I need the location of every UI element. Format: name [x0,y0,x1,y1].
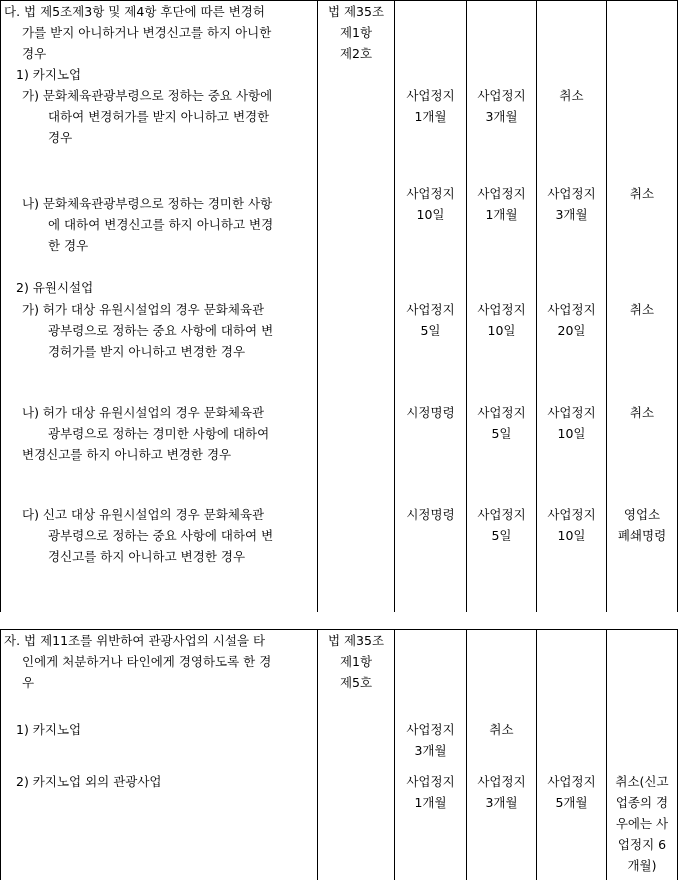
basis-line: 법 제35조 [327,633,385,648]
penalty-line: 사업정지 [477,88,526,103]
penalty-1st [395,402,466,423]
penalty-1st [395,504,466,525]
item-description [22,402,269,465]
desc-line: 변경신고를 하지 아니하고 변경한 경우 [22,447,232,462]
penalty-line: 사업정지 [406,186,455,201]
penalty-line: 사업정지 [547,774,596,789]
desc-line: 가) 문화체육관광부령으로 정하는 중요 사항에 [22,88,273,103]
desc-line: 광부령으로 정하는 중요 사항에 대하여 변 [48,323,274,338]
desc-line: 가) 허가 대상 유원시설업의 경우 문화체육관 [22,302,265,317]
penalty-line: 시정명령 [406,405,455,420]
title-line: 우 [22,675,35,690]
desc-line: 나) 문화체육관광부령으로 정하는 경미한 사항 [22,196,273,211]
penalty-line: 사업정지 [547,186,596,201]
desc-line: 다) 신고 대상 유원시설업의 경우 문화체육관 [22,507,265,522]
penalty-line: 5일 [491,426,512,441]
penalty-2nd [467,85,536,127]
penalty-line: 사업정지 [477,774,526,789]
title-line: 다. 법 제5조제3항 및 제4항 후단에 따른 변경허 [4,4,265,19]
penalty-line: 사업정지 [477,302,526,317]
penalty-line: 10일 [557,528,586,543]
penalty-3rd [537,771,606,813]
title-line: 인에게 처분하거나 타인에게 경영하도록 한 경 [22,654,272,669]
table-section-ja [0,629,678,880]
basis-line: 제1항 [339,25,373,40]
subcategory-label: 2) 유원시설업 [16,280,94,295]
penalty-line: 영업소 [623,507,661,522]
penalty-line: 5일 [491,528,512,543]
penalty-4th [607,183,677,204]
penalty-line: 사업정지 [477,186,526,201]
violation-title [4,630,271,693]
penalty-line: 3개월 [414,743,447,758]
basis-line: 제2호 [339,46,373,61]
penalty-line: 사업정지 [477,405,526,420]
penalty-line: 사업정지 [547,302,596,317]
title-line: 가를 받지 아니하거나 변경신고를 하지 아니한 [22,25,272,40]
penalty-line: 사업정지 [406,774,455,789]
violation-title [4,1,271,64]
penalty-line: 업정지 6 [617,837,667,852]
penalty-line: 사업정지 [406,722,455,737]
penalty-3rd [537,299,606,341]
desc-line: 한 경우 [48,238,89,253]
penalty-1st [395,183,466,225]
item-description [22,85,272,148]
penalty-line: 5개월 [555,795,588,810]
penalty-line: 취소(신고 [615,774,669,789]
basis-line: 제5호 [339,675,373,690]
penalty-3rd [537,402,606,444]
penalty-1st [395,299,466,341]
item-description [22,299,273,362]
item-description [22,504,273,567]
desc-line: 나) 허가 대상 유원시설업의 경우 문화체육관 [22,405,265,420]
subcategory-label: 2) 카지노업 외의 관광사업 [16,774,162,789]
penalty-line: 10일 [416,207,445,222]
penalty-line: 사업정지 [477,507,526,522]
basis-line: 법 제35조 [327,4,385,19]
penalty-line: 사업정지 [406,302,455,317]
penalty-line: 3개월 [485,795,518,810]
legal-basis [318,1,394,64]
penalty-line: 5일 [420,323,441,338]
desc-line: 광부령으로 정하는 중요 사항에 대하여 변 [48,528,274,543]
table-border-left [0,630,1,880]
desc-line: 에 대하여 변경신고를 하지 아니하고 변경 [48,217,274,232]
penalty-line: 사업정지 [547,405,596,420]
penalty-line: 1개월 [485,207,518,222]
penalty-line: 개월) [627,858,657,873]
penalty-line: 취소 [629,405,655,420]
penalty-line: 사업정지 [406,88,455,103]
penalty-1st [395,771,466,813]
penalty-line: 1개월 [414,109,447,124]
penalty-line: 시정명령 [406,507,455,522]
penalty-line: 취소 [559,88,584,103]
legal-basis [318,630,394,693]
penalty-4th [607,771,677,876]
title-line: 자. 법 제11조를 위반하여 관광사업의 시설을 타 [4,633,266,648]
title-line: 경우 [22,46,47,61]
penalty-1st [395,85,466,127]
penalty-line: 취소 [629,302,655,317]
penalty-line: 우에는 사 [615,816,669,831]
basis-line: 제1항 [339,654,373,669]
penalty-line: 취소 [489,722,514,737]
penalty-line: 10일 [557,426,586,441]
desc-line: 경우 [48,130,73,145]
penalty-2nd [467,183,536,225]
penalty-2nd [467,402,536,444]
column-divider [317,1,318,612]
penalty-line: 3개월 [555,207,588,222]
penalty-line: 10일 [487,323,516,338]
penalty-4th [607,402,677,423]
penalty-line: 3개월 [485,109,518,124]
desc-line: 광부령으로 정하는 경미한 사항에 대하여 [48,426,270,441]
penalty-2nd [467,719,536,740]
item-description [22,193,273,256]
subcategory-label: 1) 카지노업 [16,722,82,737]
penalty-2nd [467,299,536,341]
desc-line: 대하여 변경허가를 받지 아니하고 변경한 [48,109,270,124]
penalty-2nd [467,771,536,813]
penalty-line: 20일 [557,323,586,338]
penalty-4th [607,299,677,320]
penalty-line: 업종의 경 [615,795,669,810]
penalty-1st [395,719,466,761]
penalty-3rd [537,504,606,546]
penalty-3rd [537,85,606,106]
column-divider [466,630,467,880]
penalty-2nd [467,504,536,546]
table-border-left [0,1,1,612]
penalty-line: 1개월 [414,795,447,810]
penalty-line: 폐쇄명령 [617,528,667,543]
subcategory-label: 1) 카지노업 [16,67,82,82]
penalty-line: 취소 [629,186,655,201]
penalty-4th [607,504,677,546]
penalty-line: 사업정지 [547,507,596,522]
desc-line: 경신고를 하지 아니하고 변경한 경우 [48,549,246,564]
desc-line: 경허가를 받지 아니하고 변경한 경우 [48,344,246,359]
penalty-3rd [537,183,606,225]
column-divider [536,630,537,880]
